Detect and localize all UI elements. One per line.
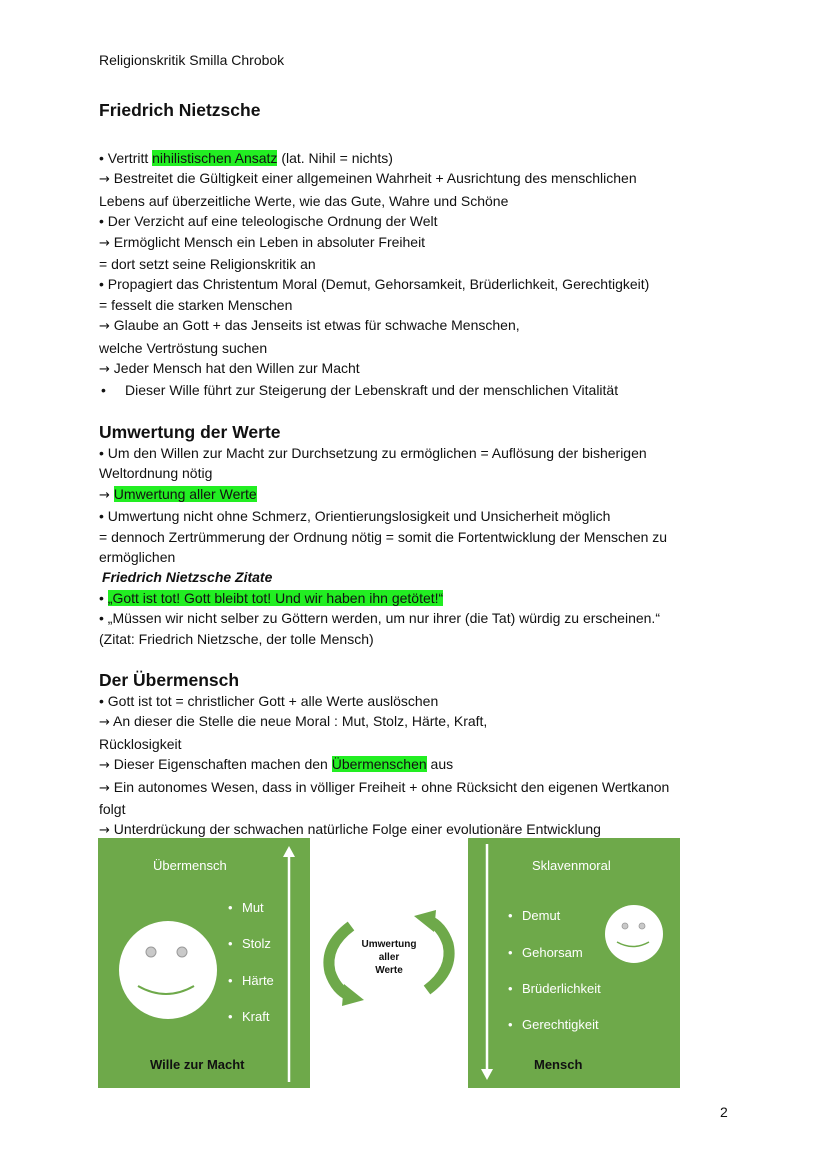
highlighted-text: Übermenschen — [331, 756, 427, 773]
section-lines — [99, 691, 739, 842]
section-title: Der Übermensch — [99, 669, 240, 690]
bullet-glyph: • — [101, 382, 106, 399]
smiley-face-icon — [604, 904, 664, 964]
line-text: Bestreitet die Gültigkeit einer allgemeinen Wahrheit + Ausrichtung des menschlichen — [109, 170, 637, 187]
text-line — [99, 358, 739, 380]
trait-item: • Kraft — [228, 1009, 269, 1024]
text-line — [99, 691, 739, 711]
text-line — [99, 148, 739, 168]
line-text: Glaube an Gott + das Jenseits ist etwas für schwache Menschen, — [109, 317, 520, 334]
section-umwertung — [99, 421, 739, 649]
line-text: • Umwertung nicht ohne Schmerz, Orientierungslosigkeit und Unsicherheit möglich — [99, 508, 611, 525]
arrow-icon: → — [99, 823, 110, 839]
virtue-item: • Gerechtigkeit — [508, 1017, 599, 1032]
text-line — [99, 211, 739, 231]
highlighted-text: nihilistischen Ansatz — [152, 150, 278, 166]
section-title: Friedrich Nietzsche — [99, 100, 261, 120]
line-text: • — [99, 589, 108, 606]
smiley-face-icon — [118, 920, 218, 1020]
text-line — [99, 754, 739, 776]
arrow-icon: → — [99, 319, 110, 335]
trait-item: • Stolz — [228, 936, 271, 951]
section-lines — [99, 148, 739, 401]
section-lines — [99, 443, 739, 567]
line-text: • „Müssen wir nicht selber zu Göttern werden, um nur ihrer (die Tat) würdig zu erscheinen.“ — [99, 610, 660, 627]
arrow-down-icon — [479, 844, 495, 1082]
quotes-subtitle: Friedrich Nietzsche Zitate — [102, 569, 273, 586]
virtue-item: • Brüderlichkeit — [508, 981, 601, 996]
line-text: welche Vertröstung suchen — [99, 339, 268, 356]
arrow-icon: → — [99, 758, 110, 774]
text-line — [99, 547, 739, 567]
box-title: Sklavenmoral — [532, 858, 611, 873]
line-text: Dieser Eigenschaften machen den — [109, 756, 332, 773]
line-text: An dieser die Stelle die neue Moral : Mut, Stolz, Härte, Kraft, — [109, 713, 488, 730]
line-text: • Um den Willen zur Macht zur Durchsetzung zu ermöglichen = Auflösung der bisherigen — [99, 444, 647, 461]
text-line — [99, 506, 739, 526]
line-text: = dennoch Zertrümmerung der Ordnung nötig = somit die Fortentwicklung der Menschen zu — [99, 528, 668, 545]
line-text: • Gott ist tot = christlicher Gott + alle Werte auslöschen — [99, 692, 439, 709]
text-line — [99, 254, 739, 274]
text-line — [99, 629, 739, 649]
text-line — [99, 799, 739, 819]
quote-list — [99, 588, 739, 649]
section-nietzsche — [99, 98, 739, 401]
arrow-icon: → — [99, 235, 110, 251]
uebermensch-diagram — [98, 838, 682, 1090]
line-text: Jeder Mensch hat den Willen zur Macht — [109, 360, 360, 377]
line-text: Ermöglicht Mensch ein Leben in absoluter Freiheit — [109, 233, 426, 250]
cycle-label — [356, 938, 422, 977]
section-title: Umwertung der Werte — [99, 421, 281, 442]
line-text: Dieser Wille führt zur Steigerung der Lebenskraft und der menschlichen Vitalität — [125, 382, 619, 399]
sklavenmoral-box — [468, 838, 680, 1088]
box-footer: Wille zur Macht — [150, 1057, 245, 1072]
line-text: = dort setzt seine Religionskritik an — [99, 256, 316, 273]
text-line — [99, 734, 739, 754]
page-number: 2 — [720, 1104, 728, 1120]
text-line — [99, 315, 739, 337]
line-text: Weltordnung nötig — [99, 465, 213, 482]
trait-item: • Mut — [228, 900, 264, 915]
arrow-icon: → — [99, 715, 110, 731]
text-line — [99, 527, 739, 547]
line-text: Lebens auf überzeitliche Werte, wie das Gute, Wahre und Schöne — [99, 192, 509, 209]
text-line — [99, 484, 739, 506]
virtue-item: • Demut — [508, 908, 560, 923]
highlighted-text: Umwertung aller Werte — [113, 485, 257, 502]
text-line — [99, 191, 739, 211]
line-text: • Vertritt — [99, 150, 153, 166]
text-line — [99, 443, 739, 463]
cycle-label-line: Werte — [375, 965, 403, 976]
virtue-item: • Gehorsam — [508, 945, 583, 960]
section-uebermensch — [99, 669, 739, 842]
text-line — [99, 295, 739, 315]
arrow-icon: → — [99, 362, 110, 378]
line-text: Ein autonomes Wesen, dass in völliger Freiheit + ohne Rücksicht den eigenen Wertkanon — [109, 778, 670, 795]
cycle-label-line: Umwertung — [361, 939, 417, 950]
box-footer: Mensch — [534, 1057, 583, 1072]
line-text: ermöglichen — [99, 548, 176, 565]
highlighted-text: „Gott ist tot! Gott bleibt tot! Und wir haben ihn getötet!“ — [107, 589, 444, 606]
arrow-icon: → — [99, 487, 110, 503]
line-text: = fesselt die starken Menschen — [99, 296, 293, 313]
line-text: Rücklosigkeit — [99, 735, 182, 752]
arrow-up-icon — [281, 844, 297, 1082]
line-text: • Propagiert das Christentum Moral (Demut, Gehorsamkeit, Brüderlichkeit, Gerechtigkeit) — [99, 276, 650, 293]
line-text: (lat. Nihil = nichts) — [277, 150, 393, 166]
cycle-label-line: aller — [378, 952, 400, 963]
line-text: aus — [426, 756, 454, 773]
box-title: Übermensch — [153, 858, 227, 873]
trait-item: • Härte — [228, 973, 274, 988]
text-line — [99, 380, 739, 400]
document-body — [99, 98, 739, 862]
arrow-icon: → — [99, 780, 110, 796]
text-line — [99, 232, 739, 254]
text-line — [99, 168, 739, 190]
document-header: Religionskritik Smilla Chrobok — [99, 52, 285, 68]
text-line — [99, 274, 739, 294]
text-line — [99, 338, 739, 358]
text-line — [99, 711, 739, 733]
text-line — [99, 608, 739, 628]
line-text: Unterdrückung der schwachen natürliche Folge einer evolutionäre Entwicklung — [109, 821, 601, 838]
text-line — [99, 463, 739, 483]
arrow-icon: → — [99, 172, 110, 188]
line-text: (Zitat: Friedrich Nietzsche, der tolle Mensch) — [99, 630, 374, 647]
line-text: folgt — [99, 800, 126, 817]
text-line — [99, 777, 739, 799]
line-text: • Der Verzicht auf eine teleologische Ordnung der Welt — [99, 213, 438, 230]
uebermensch-box — [98, 838, 310, 1088]
text-line — [99, 588, 739, 608]
